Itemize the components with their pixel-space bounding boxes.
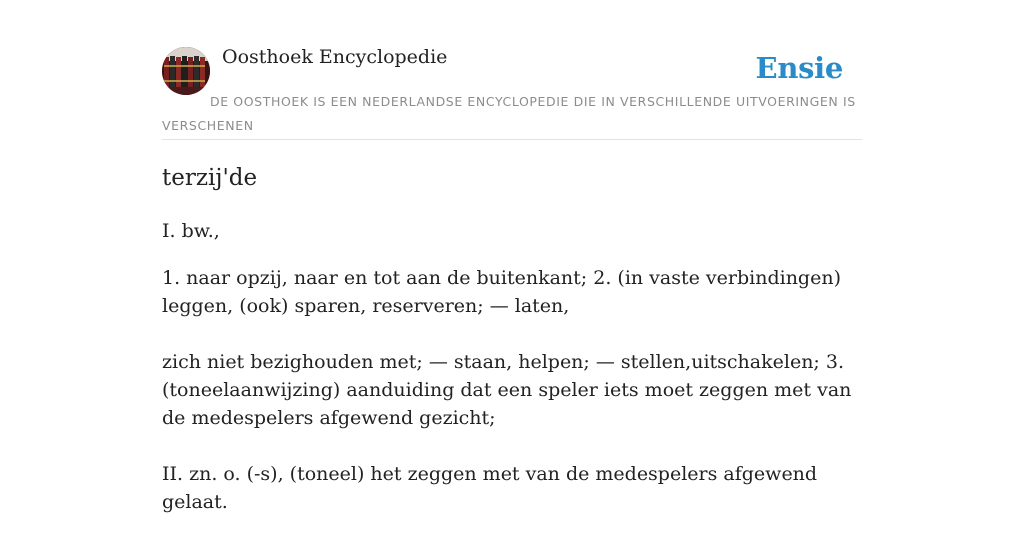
site-avatar[interactable] (162, 47, 210, 95)
entry-definition-paragraph: 1. naar opzij, naar en tot aan de buitenkant; 2. (in vaste verbindingen) leggen, (ook) sparen, reserveren; — laten, (162, 267, 841, 317)
encyclopedia-books-icon (162, 47, 210, 95)
site-tagline: DE OOSTHOEK IS EEN NEDERLANDSE ENCYCLOPEDIE DIE IN VERSCHILLENDE UITVOERINGEN IS VERSCHENEN (162, 94, 856, 133)
entry-definition-paragraph: zich niet bezighouden met; — staan, helpen; — stellen,uitschakelen; 3. (toneelaanwijzing) aanduiding dat een speler iets moet zeggen met van de medespelers afgewend gezicht; (162, 351, 852, 429)
site-name-link[interactable]: Oosthoek Encyclopedie (222, 46, 448, 68)
entry-term: terzij'de (162, 165, 258, 191)
entry-definition-paragraph: II. zn. o. (-s), (toneel) het zeggen met van de medespelers afgewend gelaat. (162, 463, 818, 513)
page-container (162, 0, 862, 544)
entry-part-of-speech: I. bw., (162, 220, 220, 242)
site-header (162, 0, 862, 140)
entry-content (162, 140, 862, 516)
brand-logo-link[interactable]: Ensie (755, 51, 843, 85)
